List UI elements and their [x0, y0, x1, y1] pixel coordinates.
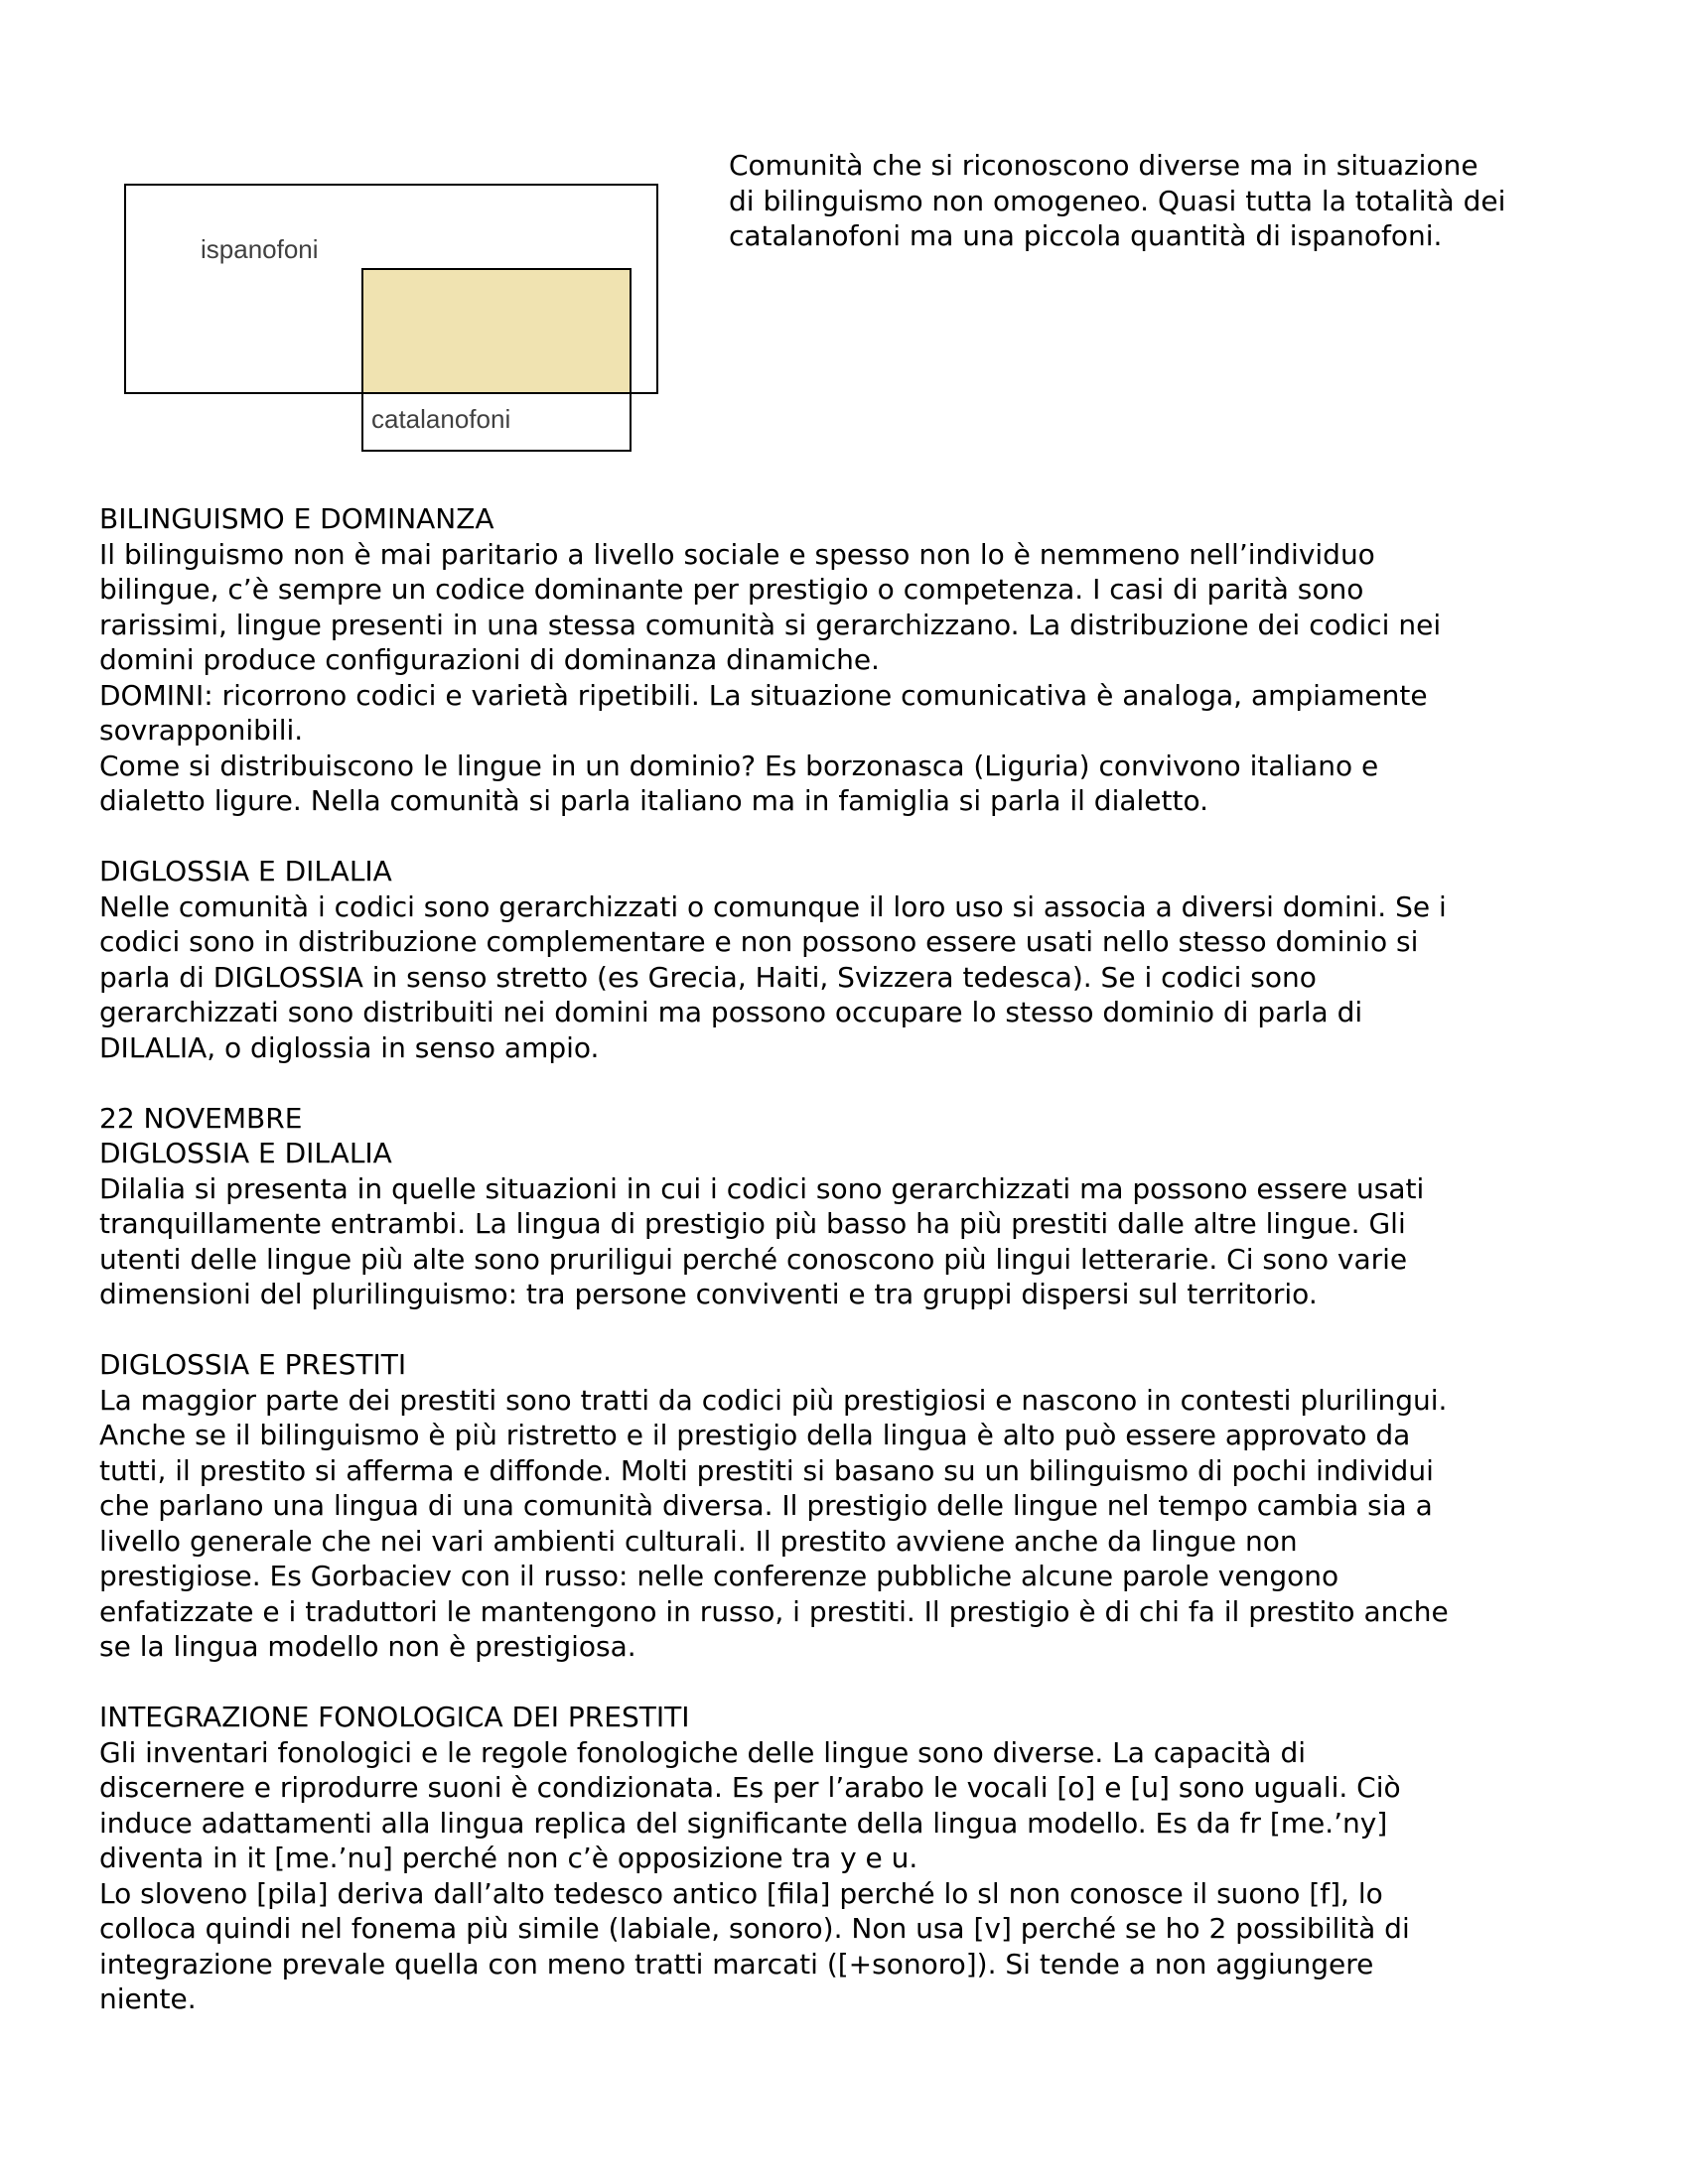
text-line: livello generale che nei vari ambienti culturali. Il prestito avviene anche da lingue non — [99, 1524, 1298, 1558]
section-heading: BILINGUISMO E DOMINANZA — [99, 502, 494, 535]
text-line: Lo sloveno [pila] deriva dall’alto tedesco antico [fila] perché lo sl non conosce il suono [f], lo — [99, 1876, 1383, 1910]
document-body — [99, 501, 1589, 2017]
section-block — [99, 501, 1589, 819]
text-line: Come si distribuiscono le lingue in un dominio? Es borzonasca (Liguria) convivono italiano e — [99, 749, 1379, 782]
text-line: Anche se il bilinguismo è più ristretto e il prestigio della lingua è alto può essere approvato da — [99, 1419, 1411, 1451]
text-line: che parlano una lingua di una comunità diversa. Il prestigio delle lingue nel tempo cambia sia a — [99, 1489, 1433, 1522]
caption-line: catalanofoni ma una piccola quantità di ispanofoni. — [729, 219, 1443, 252]
text-line: parla di DIGLOSSIA in senso stretto (es Grecia, Haiti, Svizzera tedesca). Se i codici sono — [99, 960, 1317, 994]
text-line: dimensioni del plurilinguismo: tra persone conviventi e tra gruppi dispersi sul territorio. — [99, 1278, 1318, 1310]
text-line: utenti delle lingue più alte sono pruriligui perché conoscono più lingui letterarie. Ci sono varie — [99, 1242, 1408, 1276]
text-line: DILALIA, o diglossia in senso ampio. — [99, 1030, 600, 1064]
text-line: La maggior parte dei prestiti sono tratti da codici più prestigiosi e nascono in contesti plurilingui. — [99, 1383, 1448, 1417]
text-line: sovrapponibili. — [99, 714, 304, 747]
text-line: niente. — [99, 1982, 197, 2015]
text-line: integrazione prevale quella con meno tratti marcati ([+sonoro]). Si tende a non aggiungere — [99, 1947, 1374, 1980]
paragraph-gap — [99, 1312, 1589, 1348]
caption-line: Comunità che si riconoscono diverse ma in situazione — [729, 149, 1478, 182]
paragraph-gap — [99, 819, 1589, 855]
text-line: se la lingua modello non è prestigiosa. — [99, 1630, 636, 1663]
text-line: bilingue, c’è sempre un codice dominante per prestigio o competenza. I casi di parità sono — [99, 573, 1364, 606]
section-block — [99, 1101, 1589, 1312]
section-heading: DIGLOSSIA E DILALIA — [99, 855, 392, 887]
text-line: Dilalia si presenta in quelle situazioni in cui i codici sono gerarchizzati ma possono essere usati — [99, 1171, 1425, 1205]
section-block — [99, 1347, 1589, 1665]
text-line: domini produce configurazioni di dominanza dinamiche. — [99, 643, 880, 676]
section-heading: INTEGRAZIONE FONOLOGICA DEI PRESTITI — [99, 1701, 690, 1733]
text-line: colloca quindi nel fonema più simile (labiale, sonoro). Non usa [v] perché se ho 2 possibilità di — [99, 1912, 1410, 1945]
text-line: DOMINI: ricorrono codici e varietà ripetibili. La situazione comunicativa è analoga, ampiamente — [99, 678, 1428, 712]
text-line: Gli inventari fonologici e le regole fonologiche delle lingue sono diverse. La capacità di — [99, 1735, 1307, 1769]
section-block — [99, 1700, 1589, 2017]
text-line: codici sono in distribuzione complementare e non possono essere usati nello stesso dominio si — [99, 925, 1419, 958]
catalanofoni-label: catalanofoni — [371, 404, 511, 434]
text-line: Il bilinguismo non è mai paritario a livello sociale e spesso non lo è nemmeno nell’individuo — [99, 537, 1375, 571]
diagram-caption — [729, 148, 1622, 254]
paragraph-gap — [99, 1065, 1589, 1101]
text-line: diventa in it [me.’nu] perché non c’è opposizione tra y e u. — [99, 1842, 918, 1874]
section-block — [99, 854, 1589, 1065]
section-heading: 22 NOVEMBRE — [99, 1101, 303, 1135]
section-heading: DIGLOSSIA E PRESTITI — [99, 1348, 407, 1381]
text-line: gerarchizzati sono distribuiti nei domini ma possono occupare lo stesso dominio di parla di — [99, 996, 1363, 1028]
ispanofoni-label: ispanofoni — [201, 234, 319, 264]
venn-diagram — [124, 184, 660, 452]
text-line: induce adattamenti alla lingua replica del significante della lingua modello. Es da fr [me.’ny] — [99, 1806, 1388, 1840]
paragraph-gap — [99, 1665, 1589, 1701]
text-line: discernere e riprodurre suoni è condizionata. Es per l’arabo le vocali [o] e [u] sono uguali. Ciò — [99, 1771, 1401, 1804]
text-line: prestigiose. Es Gorbaciev con il russo: nelle conferenze pubbliche alcune parole vengono — [99, 1560, 1339, 1592]
text-line: tranquillamente entrambi. La lingua di prestigio più basso ha più prestiti dalle altre lingue. Gli — [99, 1207, 1406, 1240]
text-line: dialetto ligure. Nella comunità si parla italiano ma in famiglia si parla il dialetto. — [99, 784, 1209, 817]
text-line: enfatizzate e i traduttori le mantengono in russo, i prestiti. Il prestigio è di chi fa il prestito anche — [99, 1594, 1449, 1628]
text-line: rarissimi, lingue presenti in una stessa comunità si gerarchizzano. La distribuzione dei codici nei — [99, 608, 1442, 641]
text-line: tutti, il prestito si afferma e diffonde. Molti prestiti si basano su un bilinguismo di pochi individui — [99, 1453, 1434, 1487]
text-line: Nelle comunità i codici sono gerarchizzati o comunque il loro uso si associa a diversi domini. Se i — [99, 889, 1447, 923]
text-line: DIGLOSSIA E DILALIA — [99, 1137, 392, 1169]
caption-line: di bilinguismo non omogeneo. Quasi tutta la totalità dei — [729, 184, 1506, 217]
